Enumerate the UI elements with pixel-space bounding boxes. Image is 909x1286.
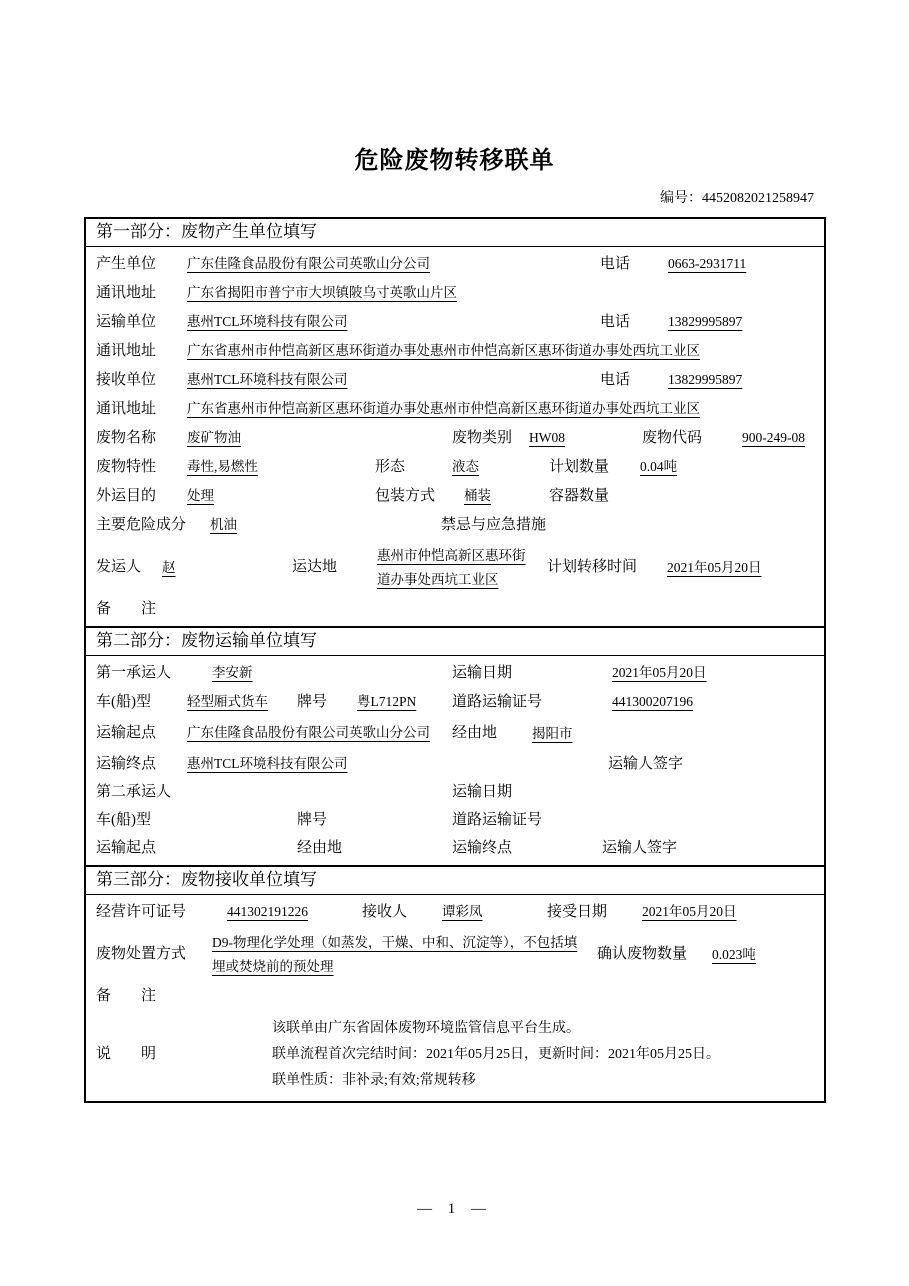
remark-label-part1: 备 注 [96,601,157,618]
packing-value: 桶装 [464,488,491,503]
transporter-address-label: 通讯地址 [96,343,157,359]
hazard-label: 主要危险成分 [96,517,187,533]
row-receiver [86,366,824,395]
shipper-label: 发运人 [96,559,142,576]
row-transporter-address [86,337,824,366]
carrier1-label: 第一承运人 [96,665,172,682]
serial-value: 4452082021258947 [702,191,814,206]
plate2-label: 牌号 [297,811,328,828]
row-remark-part1 [86,596,824,624]
transfer-time-label: 计划转移时间 [547,559,638,576]
form-label: 形态 [375,459,406,475]
row-shipper [86,540,824,596]
row-origin1 [86,717,824,750]
note-line-2: 联单流程首次完结时间：2021年05月25日，更新时间：2021年05月25日。 [272,1047,720,1063]
license2-label: 道路运输证号 [452,811,543,828]
row-producer [86,250,824,279]
plate1-label: 牌号 [297,694,328,711]
row-disposal [86,927,824,983]
vehicle1-value: 轻型厢式货车 [187,694,268,710]
part3-body [86,895,824,1101]
part2-body [86,656,824,865]
transfer-time-value: 2021年05月20日 [667,560,762,576]
part3-header: 第三部分：废物接收单位填写 [86,865,824,895]
waste-code-label: 废物代码 [642,430,703,446]
row-carrier2 [86,779,824,807]
acceptor-label: 接收人 [362,903,408,920]
confirmed-qty-value: 0.023吨 [712,947,756,962]
container-qty-label: 容器数量 [549,488,610,504]
producer-phone-label: 电话 [600,256,631,272]
row-hazard [86,511,824,540]
waste-name-value: 废矿物油 [187,430,241,445]
vehicle2-label: 车(船)型 [96,811,151,828]
row-vehicle2 [86,807,824,835]
origin1-label: 运输起点 [96,724,157,741]
terminus1-label: 运输终点 [96,755,157,772]
row-waste-name [86,424,824,453]
row-receiver-address [86,395,824,424]
row-notes [86,1011,824,1099]
emergency-label: 禁忌与应急措施 [441,517,547,533]
transport-date2-label: 运输日期 [452,783,513,800]
accept-date-label: 接受日期 [547,903,608,920]
purpose-value: 处理 [187,488,214,503]
terminus2-label: 运输终点 [452,839,513,856]
waste-name-label: 废物名称 [96,430,157,446]
producer-label: 产生单位 [96,256,157,272]
origin1-value: 广东佳隆食品股份有限公司英歌山分公司 [187,725,430,741]
hazard-value: 机油 [210,517,237,532]
waste-trait-label: 废物特性 [96,459,157,475]
confirmed-qty-label: 确认废物数量 [597,946,688,962]
transport-date1-label: 运输日期 [452,665,513,682]
purpose-label: 外运目的 [96,488,157,504]
page-number: — 1 — [417,1201,492,1217]
row-terminus1 [86,750,824,779]
note-content [272,1015,814,1094]
license1-value: 441300207196 [612,694,693,710]
transporter-address-value: 广东省惠州市仲恺高新区惠环街道办事处惠州市仲恺高新区惠环街道办事处西坑工业区 [187,343,700,358]
row-purpose [86,482,824,511]
disposal-value: D9-物理化学处理（如蒸发，干燥、中和、沉淀等），不包括填埋或焚烧前的预处理 [212,934,578,974]
note-line-3: 联单性质：非补录;有效;常规转移 [272,1073,476,1089]
terminus1-value: 惠州TCL环境科技有限公司 [187,755,348,771]
row-permit [86,898,824,927]
remark-label-part3: 备 注 [96,988,157,1005]
producer-address-value: 广东省揭阳市普宁市大坝镇陂乌寸英歌山片区 [187,285,457,300]
receiver-phone-label: 电话 [600,372,631,388]
transport-date1-value: 2021年05月20日 [612,665,707,681]
carrier2-label: 第二承运人 [96,783,172,800]
sign1-label: 运输人签字 [608,755,684,772]
receiver-value: 惠州TCL环境科技有限公司 [187,372,348,387]
transporter-phone-value: 13829995897 [668,314,743,329]
vehicle1-label: 车(船)型 [96,694,151,711]
acceptor-value: 谭彩凤 [442,903,483,919]
license1-label: 道路运输证号 [452,694,543,711]
origin2-label: 运输起点 [96,839,157,856]
permit-value: 441302191226 [227,903,308,919]
serial-number [0,187,909,207]
row-vehicle1 [86,688,824,717]
row-transporter [86,308,824,337]
planned-qty-value: 0.04吨 [640,459,678,474]
part1-header: 第一部分：废物产生单位填写 [86,219,824,247]
waste-trait-value: 毒性,易燃性 [187,459,258,474]
note-label: 说 明 [96,1046,157,1063]
receiver-label: 接收单位 [96,372,157,388]
producer-address-label: 通讯地址 [96,285,157,301]
plate1-value: 粤L712PN [357,694,417,710]
transporter-label: 运输单位 [96,314,157,330]
producer-phone-value: 0663-2931711 [668,256,747,271]
manifest-table [84,217,826,1103]
transporter-value: 惠州TCL环境科技有限公司 [187,314,348,329]
transporter-phone-label: 电话 [600,314,631,330]
waste-code-value: 900-249-08 [742,430,805,445]
planned-qty-label: 计划数量 [549,459,610,475]
waste-category-value: HW08 [529,430,565,445]
permit-label: 经营许可证号 [96,903,187,920]
row-carrier1 [86,659,824,688]
via1-value: 揭阳市 [532,725,573,741]
row-remark-part3 [86,983,824,1011]
form-value: 液态 [452,459,479,474]
waste-category-label: 废物类别 [452,430,513,446]
serial-label: 编号： [660,191,702,206]
destination-label: 运达地 [292,559,338,576]
shipper-value: 赵 [162,560,176,576]
row-producer-address [86,279,824,308]
receiver-address-value: 广东省惠州市仲恺高新区惠环街道办事处惠州市仲恺高新区惠环街道办事处西坑工业区 [187,401,700,416]
via2-label: 经由地 [297,839,343,856]
part1-body [86,247,824,626]
sign2-label: 运输人签字 [602,839,678,856]
producer-value: 广东佳隆食品股份有限公司英歌山分公司 [187,256,430,271]
row-origin2 [86,835,824,863]
packing-label: 包装方式 [375,488,436,504]
row-waste-trait [86,453,824,482]
via1-label: 经由地 [452,724,498,741]
part2-header: 第二部分：废物运输单位填写 [86,626,824,656]
note-line-1: 该联单由广东省固体废物环境监管信息平台生成。 [272,1021,580,1037]
accept-date-value: 2021年05月20日 [642,903,737,919]
carrier1-value: 李安新 [212,665,253,681]
disposal-label: 废物处置方式 [96,946,187,962]
receiver-phone-value: 13829995897 [668,372,743,387]
destination-value: 惠州市仲恺高新区惠环街道办事处西坑工业区 [377,548,526,587]
receiver-address-label: 通讯地址 [96,401,157,417]
page-title: 危险废物转移联单 [354,148,555,174]
